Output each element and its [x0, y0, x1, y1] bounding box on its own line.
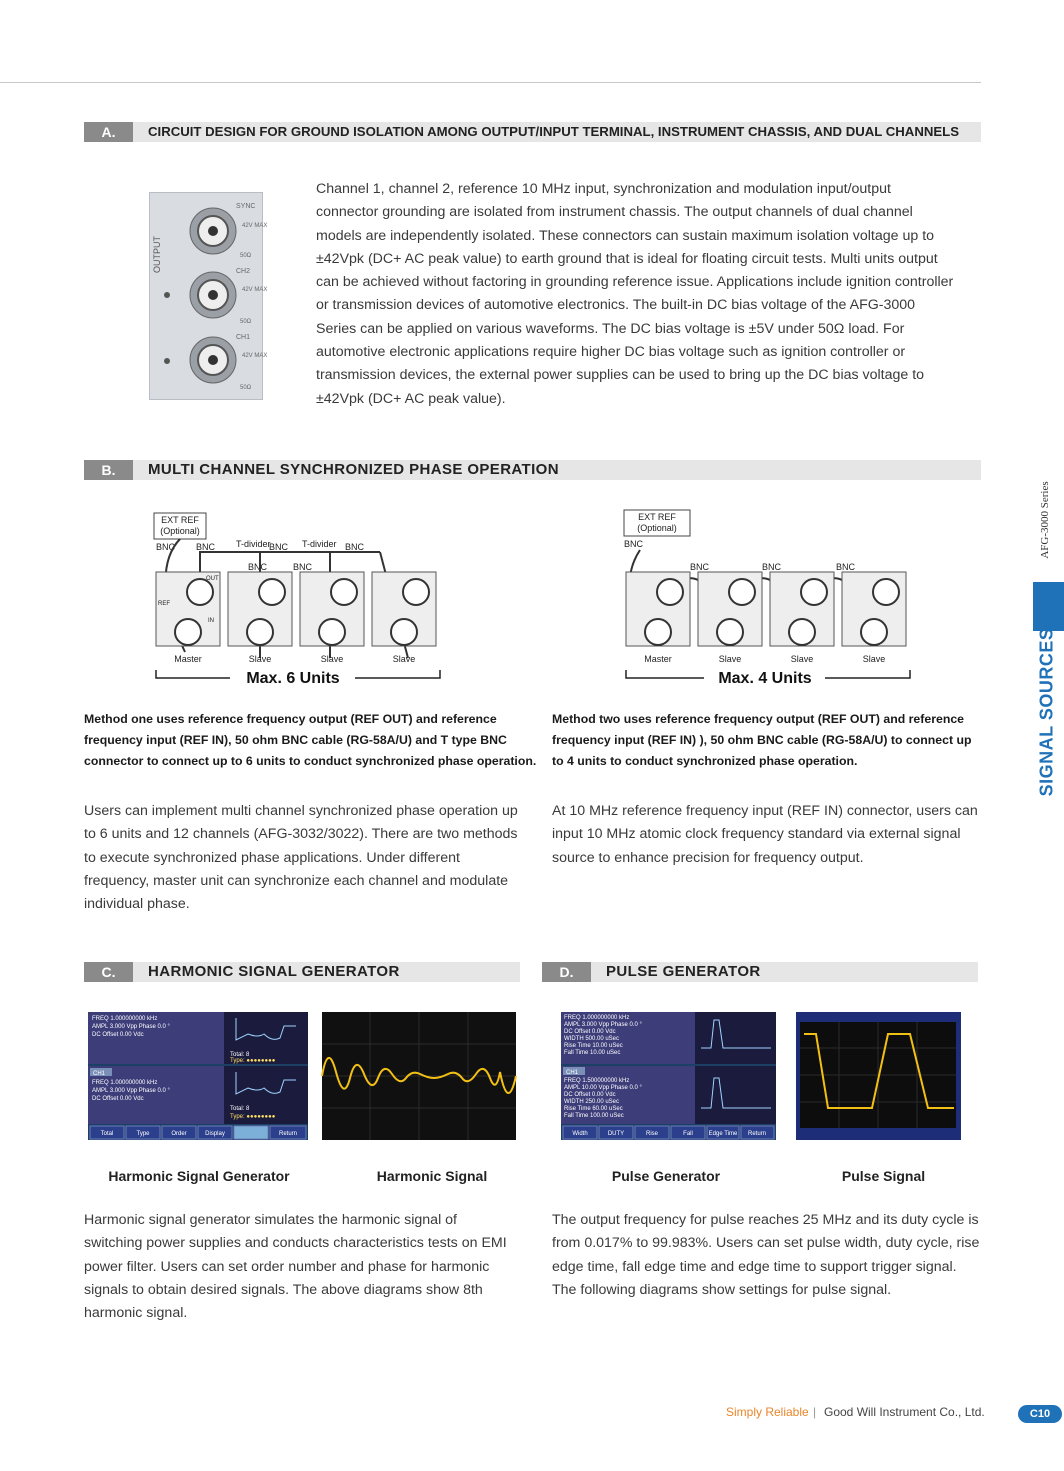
svg-text:Order: Order [171, 1131, 187, 1137]
svg-text:EXT REF: EXT REF [161, 515, 199, 525]
pulse-signal-caption: Pulse Signal [841, 1168, 926, 1184]
svg-text:AMPL 3.000 Vpp Phase 0.0 °: AMPL 3.000 Vpp Phase 0.0 ° [92, 1024, 170, 1030]
svg-text:Total: Total [100, 1131, 114, 1137]
svg-text:DC Offset 0.00 Vdc: DC Offset 0.00 Vdc [564, 1029, 616, 1035]
section-a-paragraph: Channel 1, channel 2, reference 10 MHz input, synchronization and modulation input/output connector grounding are isolated from instrument chassis. The output channels of dual channel models are independently isolated. These connectors can sustain maximum isolation voltage up to ±42Vpk (DC+ AC peak value) to earth ground that is ideal for floating circuit tests. Multi units output can be achieved without factoring in grounding reference issue. Applications include ignition controller or transmission devices of automotive electronics. The built-in DC bias voltage of the AFG-3000 Series can be applied on various waveforms. The DC bias voltage is ±5V under 50Ω load. For automotive electronic applications require higher DC bias voltage such as ignition controller or transmission devices, the external power supplies can be used to bring up the DC bias voltage to ±42Vpk (DC+ AC peak value). [316, 181, 954, 407]
svg-text:EXT REF: EXT REF [638, 512, 676, 522]
svg-text:42V MAX: 42V MAX [242, 287, 268, 293]
svg-text:Slave: Slave [248, 654, 272, 664]
side-accent-block [1033, 582, 1064, 631]
section-d-paragraph: The output frequency for pulse reaches 25 MHz and its duty cycle is from 0.017% to 99.983%. Users can set pulse width, duty cycle, rise edge time, fall edge time and edge time to support trigger signal. The following diagrams show settings for pulse signal. [552, 1212, 980, 1298]
svg-text:BNC: BNC [836, 562, 856, 572]
section-d-letter: D. [542, 962, 591, 982]
output-panel-image [149, 192, 268, 400]
method-one-max-units: Max. 6 Units [246, 670, 340, 687]
top-divider [0, 82, 981, 83]
svg-text:Slave: Slave [320, 654, 344, 664]
svg-text:42V MAX: 42V MAX [242, 353, 268, 359]
svg-text:Display: Display [205, 1131, 225, 1137]
pulse-generator-screen [561, 1012, 776, 1140]
svg-text:BNC: BNC [690, 562, 710, 572]
series-side-label: AFG-3000 Series [1039, 481, 1051, 559]
page-number-badge: C10 [1018, 1405, 1062, 1423]
panel-indicator-dot-2 [164, 358, 170, 364]
ch2-connector [190, 268, 267, 325]
svg-text:BNC: BNC [293, 562, 313, 572]
svg-text:DC Offset 0.00 Vdc: DC Offset 0.00 Vdc [92, 1032, 144, 1038]
sync-connector [190, 203, 267, 259]
svg-text:Fall: Fall [683, 1131, 693, 1137]
svg-text:BNC: BNC [248, 562, 268, 572]
svg-text:Return: Return [747, 1131, 767, 1137]
svg-text:42V MAX: 42V MAX [242, 223, 268, 229]
method-two-max-units: Max. 4 Units [718, 670, 812, 687]
svg-text:Rise Time 10.00 uSec: Rise Time 10.00 uSec [564, 1043, 623, 1049]
svg-text:Slave: Slave [790, 654, 814, 664]
svg-text:OUT: OUT [206, 576, 219, 582]
section-a-title: CIRCUIT DESIGN FOR GROUND ISOLATION AMONG OUTPUT/INPUT TERMINAL, INSTRUMENT CHASSIS, AND DUAL CHANNELS [148, 124, 960, 139]
section-c-title: HARMONIC SIGNAL GENERATOR [148, 963, 400, 980]
output-panel-drawing [150, 193, 268, 399]
category-side-label: SIGNAL SOURCES [1036, 627, 1057, 797]
svg-text:Type: ●●●●●●●●: Type: ●●●●●●●● [230, 1058, 276, 1064]
svg-text:BNC: BNC [196, 542, 216, 552]
section-d-header [542, 962, 978, 982]
svg-text:CH1: CH1 [236, 334, 251, 341]
ch1-connector [190, 334, 267, 391]
pulse-signal-scope [796, 1012, 961, 1140]
svg-text:AMPL 3.000 Vpp Phase 0.0 °: AMPL 3.000 Vpp Phase 0.0 ° [92, 1088, 170, 1094]
svg-text:Total: 8: Total: 8 [230, 1106, 250, 1112]
svg-text:AMPL 3.000 Vpp Phase 0.0 °: AMPL 3.000 Vpp Phase 0.0 ° [564, 1022, 642, 1028]
section-b-letter: B. [84, 460, 133, 480]
section-b-title: MULTI CHANNEL SYNCHRONIZED PHASE OPERATION [148, 461, 559, 478]
svg-text:BNC: BNC [269, 542, 289, 552]
section-b-header [84, 460, 981, 480]
harmonic-signal-caption: Harmonic Signal [376, 1168, 488, 1184]
svg-text:WIDTH 250.00 uSec: WIDTH 250.00 uSec [564, 1099, 620, 1105]
svg-text:Edge Time: Edge Time [708, 1131, 738, 1137]
svg-text:Type: Type [136, 1131, 150, 1137]
svg-text:BNC: BNC [156, 542, 176, 552]
svg-text:IN: IN [208, 618, 214, 624]
svg-text:DC Offset 0.00 Vdc: DC Offset 0.00 Vdc [564, 1092, 616, 1098]
section-d-title: PULSE GENERATOR [606, 963, 761, 980]
footer-separator: | [813, 1405, 817, 1419]
svg-text:BNC: BNC [762, 562, 782, 572]
svg-text:Total: 8: Total: 8 [230, 1052, 250, 1058]
svg-text:Slave: Slave [718, 654, 742, 664]
svg-text:CH1: CH1 [93, 1071, 106, 1077]
svg-text:Return: Return [278, 1131, 298, 1137]
svg-text:Master: Master [174, 654, 202, 664]
svg-text:T-divider: T-divider [302, 539, 337, 549]
svg-text:REF: REF [158, 601, 170, 607]
section-b-paragraph-2: At 10 MHz reference frequency input (REF IN) connector, users can input 10 MHz atomic clock frequency standard via external signal source to enhance precision for frequency output. [552, 803, 978, 866]
footer-company: Good Will Instrument Co., Ltd. [824, 1405, 985, 1419]
svg-text:FREQ 1.500000000 kHz: FREQ 1.500000000 kHz [564, 1078, 630, 1084]
svg-text:Slave: Slave [862, 654, 886, 664]
section-a-letter: A. [84, 122, 133, 142]
svg-text:CH2: CH2 [236, 268, 251, 275]
svg-text:SYNC: SYNC [236, 203, 256, 210]
svg-text:50Ω: 50Ω [240, 253, 252, 259]
svg-text:50Ω: 50Ω [240, 385, 252, 391]
harmonic-generator-caption: Harmonic Signal Generator [108, 1168, 290, 1184]
panel-indicator-dot [164, 292, 170, 298]
section-c-paragraph: Harmonic signal generator simulates the harmonic signal of switching power supplies and conducts characteristics tests on EMI power filter. Users can set order number and phase for harmonic signals to obtain desired signals. The above diagrams show 8th harmonic signal. [84, 1212, 507, 1322]
svg-text:50Ω: 50Ω [240, 319, 252, 325]
svg-text:BNC: BNC [345, 542, 365, 552]
svg-text:Master: Master [644, 654, 672, 664]
svg-text:DC Offset 0.00 Vdc: DC Offset 0.00 Vdc [92, 1096, 144, 1102]
footer-slogan: Simply Reliable [726, 1405, 809, 1419]
harmonic-signal-scope [322, 1012, 516, 1140]
svg-text:FREQ 1.000000000 kHz: FREQ 1.000000000 kHz [92, 1080, 158, 1086]
svg-text:Slave: Slave [392, 654, 416, 664]
harmonic-generator-screen [88, 1012, 308, 1140]
section-c-header [84, 962, 520, 982]
pulse-generator-caption: Pulse Generator [611, 1168, 721, 1184]
section-c-letter: C. [84, 962, 133, 982]
svg-text:Rise: Rise [645, 1131, 659, 1137]
svg-text:(Optional): (Optional) [160, 526, 200, 536]
svg-text:Fall Time 100.00 uSec: Fall Time 100.00 uSec [564, 1113, 624, 1119]
svg-text:Rise Time 60.00 uSec: Rise Time 60.00 uSec [564, 1106, 623, 1112]
svg-text:WIDTH 500.00 uSec: WIDTH 500.00 uSec [564, 1036, 620, 1042]
svg-text:Type: ●●●●●●●●: Type: ●●●●●●●● [230, 1114, 276, 1120]
method-two-caption: Method two uses reference frequency output (REF OUT) and reference frequency input (REF IN) ), 50 ohm BNC cable (RG-58A/U) to connect up to 4 units to conduct synchronized phase operation. [552, 712, 972, 768]
svg-text:BNC: BNC [624, 539, 644, 549]
svg-text:Fall Time 10.00 uSec: Fall Time 10.00 uSec [564, 1050, 621, 1056]
svg-text:DUTY: DUTY [607, 1131, 625, 1137]
svg-text:FREQ 1.000000000 kHz: FREQ 1.000000000 kHz [564, 1015, 630, 1021]
section-a-header [84, 122, 981, 142]
svg-text:AMPL 10.00 Vpp Phase 0.0 °: AMPL 10.00 Vpp Phase 0.0 ° [564, 1085, 642, 1091]
svg-text:T-divider: T-divider [236, 539, 271, 549]
svg-text:FREQ 1.000000000 kHz: FREQ 1.000000000 kHz [92, 1016, 158, 1022]
method-one-diagram [150, 510, 442, 690]
method-one-caption: Method one uses reference frequency output (REF OUT) and reference frequency input (REF IN), 50 ohm BNC cable (RG-58A/U) and T type BNC connector to connect up to 6 units to conduct synchronized phase operation. [84, 712, 537, 768]
section-b-paragraph-1: Users can implement multi channel synchronized phase operation up to 6 units and 12 channels (AFG-3032/3022). There are two methods to execute synchronized phase applications. Under different frequency, master unit can synchronize each channel and modulate individual phase. [84, 803, 518, 913]
method-two-diagram [620, 510, 912, 690]
svg-text:(Optional): (Optional) [637, 523, 677, 533]
svg-text:Width: Width [572, 1131, 588, 1137]
output-label: OUTPUT [152, 236, 162, 273]
svg-text:CH1: CH1 [566, 1070, 579, 1076]
